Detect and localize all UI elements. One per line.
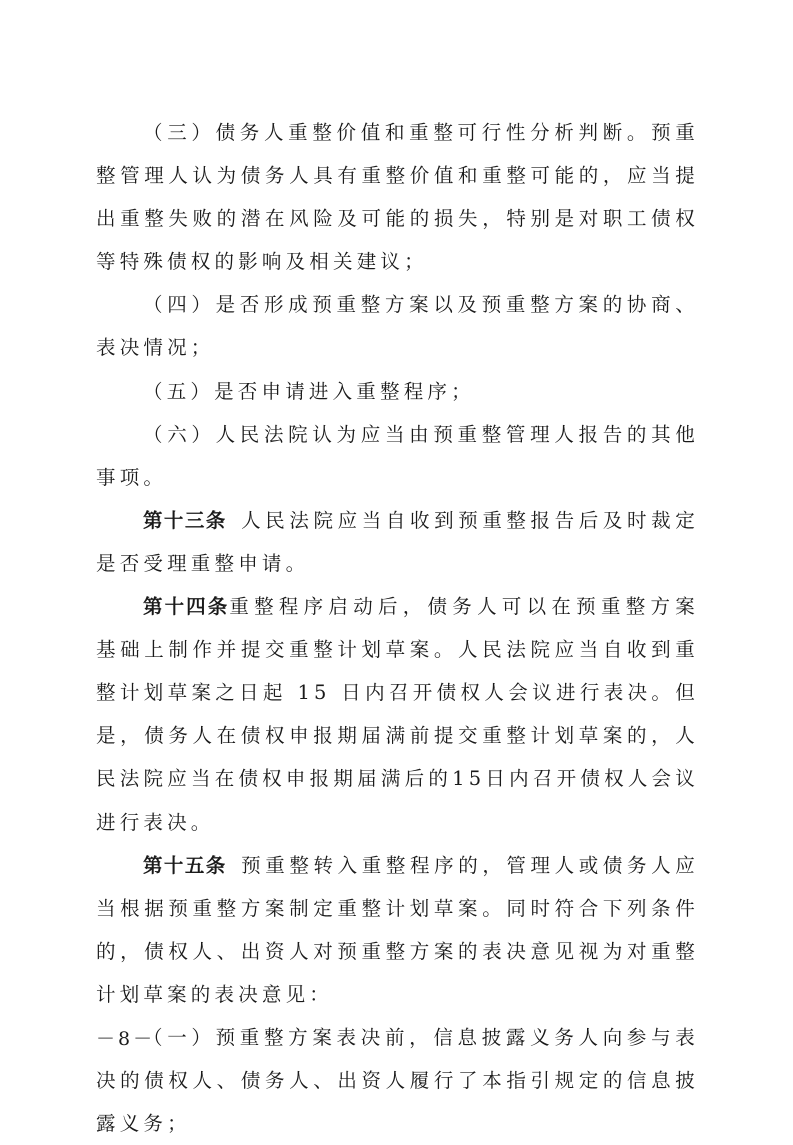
paragraph-item-6	[96, 413, 699, 499]
article-heading: 第十五条	[143, 853, 227, 877]
article-text: 人民法院应当自收到预重整报告后及时裁定是否受理重整申请。	[96, 508, 699, 575]
page-number: －8－	[96, 1028, 156, 1050]
article-text: 重整程序启动后，债务人可以在预重整方案基础上制作并提交重整计划草案。人民法院应当自收到重整计划草案之日起 15 日内召开债权人会议进行表决。但是，债务人在债权申报期届满前提交重整计划草案的，人民法院应当在债权申报期届满后的15日内召开债权人会议进行表决。	[96, 595, 699, 834]
article-15	[96, 844, 699, 1016]
article-14	[96, 585, 699, 844]
paragraph-item-5	[96, 370, 699, 413]
document-body	[96, 111, 699, 1145]
article-13	[96, 499, 699, 585]
article-heading: 第十四条	[143, 595, 230, 619]
paragraph-item-3	[96, 111, 699, 283]
paragraph-item-4	[96, 283, 699, 369]
paragraph-text: （六）人民法院认为应当由预重整管理人报告的其他事项。	[96, 422, 699, 489]
paragraph-text: （四）是否形成预重整方案以及预重整方案的协商、表决情况；	[96, 293, 699, 360]
paragraph-item-1	[96, 1016, 699, 1145]
article-text: 预重整转入重整程序的，管理人或债务人应当根据预重整方案制定重整计划草案。同时符合下列条件的，债权人、出资人对预重整方案的表决意见视为对重整计划草案的表决意见：	[96, 853, 699, 1006]
paragraph-text: （五）是否申请进入重整程序；	[143, 379, 475, 403]
paragraph-text: （一）预重整方案表决前，信息披露义务人向参与表决的债权人、债务人、出资人履行了本指引规定的信息披露义务；	[96, 1025, 699, 1136]
paragraph-text: （三）债务人重整价值和重整可行性分析判断。预重整管理人认为债务人具有重整价值和重整可能的，应当提出重整失败的潜在风险及可能的损失，特别是对职工债权等特殊债权的影响及相关建议；	[96, 121, 699, 274]
article-heading: 第十三条	[143, 508, 227, 532]
